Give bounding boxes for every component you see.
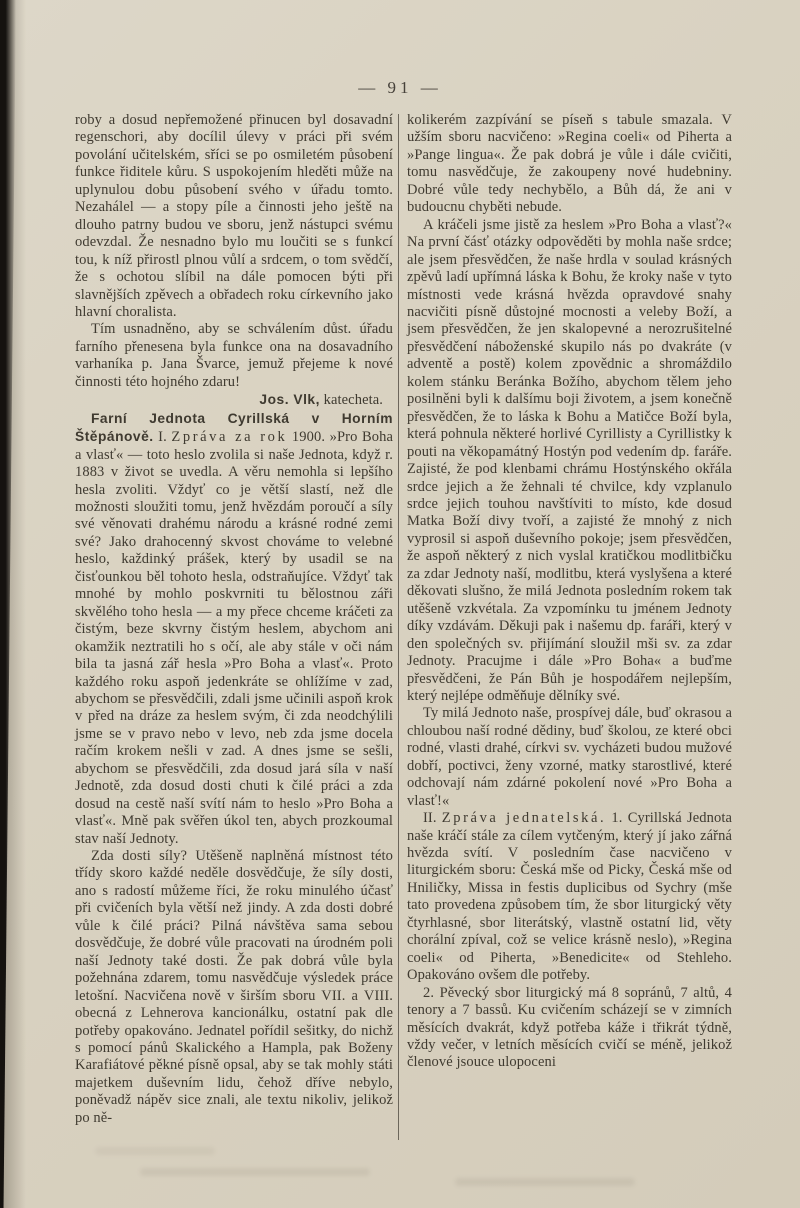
text-run: Jos. Vlk, [259, 392, 320, 408]
text-run: Zpráva za rok [171, 429, 288, 446]
text-run: Zpráva jednatelská. [441, 810, 607, 827]
paragraph [407, 985, 732, 1072]
text-run: A kráčeli jsme jistě za heslem »Pro Boha a vlasť?« Na první čásť otázky odpověděti by mohla naše srdce; ale jsem přesvědčen, že naše hrdla v soulad krásných zpěvů ladí upřímná láska k Bohu, že kroky naše v tyto místnosti vede krásná hvězda opravdové snahy nacvičiti písně důstojné mocnosti a veleby Boží, a jsem přesvědčen, že jen skalopevné a nerozrušitelné přesvědčení náboženské skupilo nás po dvakráte (v adventě a postě) kolem zpovědnic a shromáždilo kolem stánku Beránka Božího, abychom tělem jeho posilněni byli k dalšímu boji životem, a jsem konečně přesvědčen, že to láska k Bohu a Matičce Boží byla, která pohnula některé horlivé Cyrillisty a Cyrillistky k pouti na věkopamátný Hostýn pod vedením dp. faráře. Zajisté, že pod klenbami chrámu Hostýnského okřála srdce jejich a že žehnali té chvilce, kdy vzplanulo srdce jejich touhou navštíviti to místo, kde dosud Matka Boží divy tvoří, a zajisté že mnohý z nich vyprosil si aspoň duševního pokoje; jsem přesvědčen, že aspoň některý z nich vyslal kratičkou modlitbičku za zdar Jednoty naší, modlitbu, která vyslyšena a které děkovati slušno, že milá Jednota posledním rokem tak utěšeně vzkvétala. Za vzpomínku tu jménem Jednoty díky vzdávám. Děkuji pak i našemu dp. faráři, který v den společných sv. přijímání sloužil mši sv. za zdar Jednoty. Pracujme i dále »Pro Boha« a buďme přesvědčeni, že Pán Bůh je hospodářem nejlepším, který nejlépe odměňuje dělníky své. [407, 216, 732, 704]
text-run: I. [153, 429, 172, 446]
text-body-right [407, 112, 732, 1072]
paragraph [75, 848, 393, 1127]
text-run: II. [423, 810, 442, 827]
paragraph [407, 810, 732, 985]
page-number: — 91 — [358, 78, 442, 97]
paragraph [75, 410, 393, 848]
paragraph [407, 217, 732, 706]
column-divider-rule [398, 114, 399, 1140]
text-run: kolikerém zazpívání se píseň s tabule smazala. V užším sboru nacvičeno: »Regina coeli« od Piherta a »Pange lingua«. Že pak dobrá je vůle i dále cvičiti, tomu nasvědčuje, že zakoupeny nové hudebniny. Dobré vůle tedy nechybělo, a Bůh dá, že ani v budoucnu chyběti nebude. [407, 112, 732, 216]
right-column [407, 112, 732, 1072]
left-column [75, 112, 393, 1127]
text-run: katecheta. [319, 392, 383, 409]
paragraph [75, 112, 393, 321]
text-run: 2. Pěvecký sbor liturgický má 8 sopránů, 7 altů, 4 tenory a 7 bassů. Ku cvičením scházejí se v zimních měsících dvakrát, když potřeba káže i třikrát týdně, vždy večer, v letních měsících cvičí se méně, jelikož členové jsouce ulopoceni [407, 984, 732, 1071]
signature-line [75, 391, 393, 409]
paragraph [407, 112, 732, 217]
paragraph [75, 321, 393, 391]
bleed-through-ghost [140, 1168, 370, 1176]
text-run: 1900. »Pro Boha a vlasť« — toto heslo zvolila si naše Jednota, když r. 1883 v život se uvedla. A věru nemohla si lepšího hesla zvoliti. Vždyť co je větší slastí, než dle možnosti sloužiti tomu, jenž hvězdám poroučí a síly své věnovati drahému národu a krásné rodné zemi své? Jako drahocenný skvost chováme to velebné heslo, každinký prášek, který by usadil se na čisťounkou běl tohoto hesla, odstraňujíce. Vždyť tak mnohé by mohlo poskvrniti tu bělostnou záři skvělého toho hesla — a my přece chceme kráčeti za čistým, beze skvrny čistým heslem, abychom ani okamžik neztratili ho s očí, ale aby stále v oči nám bila ta jasná zář hesla »Pro Boha a vlasť«. Proto každého roku aspoň jedenkráte se ohlížíme v zad, abychom se přesvědčili, zdali jsme učinili aspoň krok v před na dráze za heslem svým, či zda neodchýlili jsme se v pravo nebo v levo, neb zda jsme docela račím krokem nešli v zad. A dnes jsme se sešli, abychom se přesvědčili, zda dosud jará síla v naší Jednotě, zda dosud dosti chuti k čilé práci a zda dosud na cestě naší svítí nám to heslo »Pro Boha a vlasť«. Mně pak svěřen úkol ten, abych prozkoumal stav naší Jednoty. [75, 429, 393, 847]
text-run: roby a dosud nepřemožené přinucen byl dosavadní regenschori, aby docílil úlevy v práci při svém povolání učitelském, sříci se po osmiletém působení funkce řiditele kůru. S uspokojením hleděti může na uplynulou dobu působení svého v úřadu tomto. Nezahálel — a stopy píle a činnosti jeho ještě na dlouho patrny budou ve sboru, jenž nástupci svému odevzdal. Že nesnadno bylo mu loučiti se s funkcí tou, k níž přirostl plnou vůlí a srdcem, o tom svědčí, že s ochotou slíbil na dále pomocen býti při slavnějších zpěvech a obřadech roku církevního jako hlavní choralista. [75, 112, 393, 320]
bleed-through-ghost [455, 1178, 635, 1186]
text-run: Zda dosti síly? Utěšeně naplněná místnost této třídy skoro každé neděle dosvědčuje, že síly dosti, ano s radostí můžeme říci, že roku minulého účasť při cvičeních byla větší než jindy. A zda dosti dobré vůle k čilé práci? Pilná návštěva sama sebou dosvědčuje, že dobré vůle pracovati na úrodném poli naší Jednoty také dosti. Že pak dobrá vůle byla požehnána zdarem, tomu nasvědčuje výsledek práce letošní. Nacvičena nově v širším sboru VII. a VIII. obecná z Lehnerova kancionálku, ostatní pak dle potřeby opakováno. Jednatel pořídil sešitky, do nichž s pomocí pánů Skalického a Hampla, pak Boženy Karafiátové pěkné písně opsal, aby se tak mohly státi majetkem duševním lidu, čehož dříve nebylo, poněvadž nápěv sice znali, ale textu nikoliv, jelikož po ně- [75, 848, 393, 1126]
text-run: Ty milá Jednoto naše, prospívej dále, buď okrasou a chloubou naší rodné dědiny, buď školou, ze které obci rodné, vlasti drahé, církvi sv. vycházeti budou mužové dobří, poctivci, ženy vzorné, matky starostlivé, které odchovají nám zdárné pokolení nové »Pro Boha a vlasť!« [407, 705, 732, 809]
bleed-through-ghost [95, 1147, 215, 1155]
text-run: Tím usnadněno, aby se schválením důst. úřadu farního přenesena byla funkce ona na dosavadního varhaníka p. Jana Švarce, jemuž přejeme k nové činnosti této hojného zdaru! [75, 321, 393, 390]
text-run: 1. Cyrillská Jednota naše kráčí stále za cílem vytčeným, který jí jako zářná hvězda svítí. V posledním čase nacvičeno v liturgickém sboru: Česká mše od Picky, Česká mše od Hniličky, Missa in festis duplicibus od Sychry (mše tato provedena způsobem tím, že sbor liturgický věty čtyrhlasné, sbor literátský, vlastně ostatní lid, věty chorální zpíval, což se velice krásně neslo), »Regina coeli« od Piherta, »Benedicite« od Stehleho. Opakováno ovšem dle potřeby. [407, 810, 732, 984]
paragraph [407, 705, 732, 810]
text-run: Farní Jednota Cyrillská v Horním Štěpánově. [75, 410, 393, 445]
